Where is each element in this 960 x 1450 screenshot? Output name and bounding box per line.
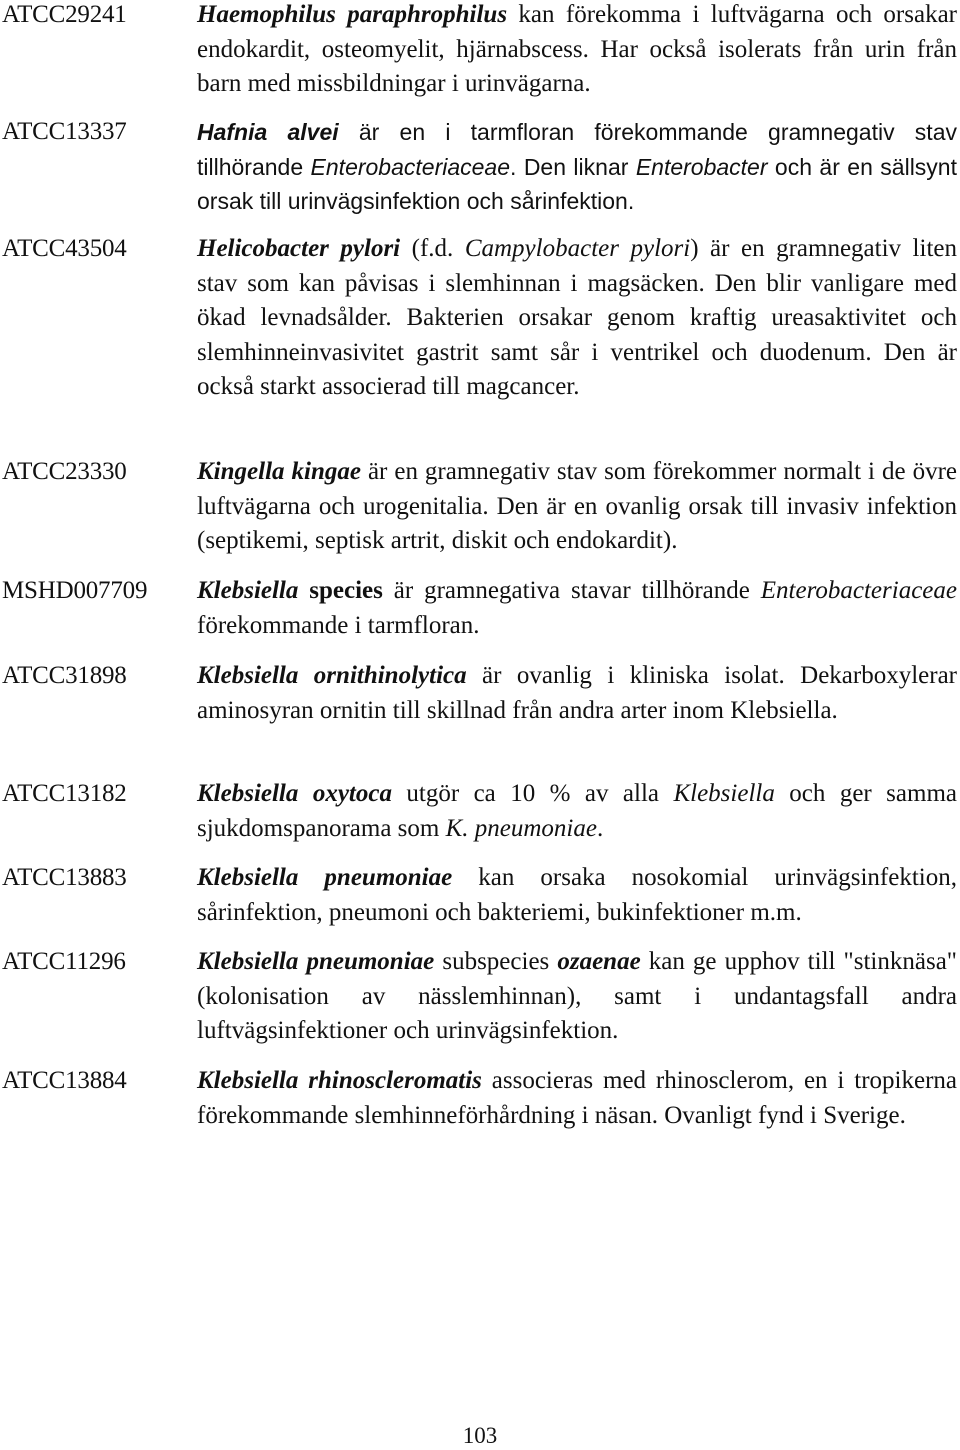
description-text: är en gramnegativ stav som förekommer normalt i de övre luftvägarna och urogenitalia. Den är en ovanlig orsak till invasiv infektion (septikemi, septisk artrit, diskit och endokardit). [197, 458, 957, 554]
entry-description [197, 777, 957, 846]
strain-code: MSHD007709 [2, 577, 148, 604]
strain-code: ATCC31898 [2, 662, 127, 689]
description-text: Enterobacteriaceae [310, 153, 511, 180]
entry-description [197, 1064, 957, 1133]
strain-code: ATCC13883 [2, 864, 127, 891]
organism-name: Klebsiella pneumoniae [197, 948, 435, 975]
description-text: associeras med rhinosclerom, en i tropikerna förekommande slemhinneförhårdning i näsan. Ovanligt fynd i Sverige. [197, 1067, 957, 1129]
entry-description [197, 232, 957, 405]
strain-code: ATCC43504 [2, 235, 127, 262]
description-text: är gramnegativa stavar tillhörande [382, 577, 761, 604]
organism-name: Haemophilus paraphrophilus [197, 1, 508, 28]
organism-name: Helicobacter pylori [197, 235, 401, 262]
description-text: och ger samma sjukdomspanorama som [197, 780, 957, 842]
organism-name: Klebsiella ornithinolytica [197, 662, 467, 689]
description-text: Enterobacter [635, 153, 768, 180]
strain-code: ATCC11296 [2, 948, 126, 975]
description-text: K. pneumoniae [445, 814, 597, 842]
entry-description [197, 574, 957, 643]
strain-code: ATCC13884 [2, 1067, 127, 1094]
description-text: utgör ca 10 % av alla [391, 780, 674, 807]
description-text: Enterobacteriaceae [760, 577, 957, 604]
organism-name: Klebsiella rhinoscleromatis [197, 1067, 482, 1094]
description-text: kan förekomma i luftvägarna och orsakar endokardit, osteomyelit, hjärnabscess. Har också isolerats från urin från barn med missbildningar i urinvägarna. [197, 1, 957, 97]
description-text: förekommande i tarmfloran. [197, 611, 480, 639]
description-text: . Den liknar [510, 153, 636, 180]
organism-name: Klebsiella oxytoca [197, 780, 392, 807]
description-text: är ovanlig i kliniska isolat. Dekarboxylerar aminosyran ornitin till skillnad från andra arter inom Klebsiella. [197, 662, 958, 724]
strain-code: ATCC23330 [2, 458, 127, 485]
description-text: subspecies [434, 948, 558, 975]
description-text: Klebsiella [673, 780, 775, 807]
strain-code: ATCC13182 [2, 780, 127, 807]
page-number: 103 [462, 1423, 498, 1448]
organism-name: Klebsiella pneumoniae [197, 864, 453, 891]
description-text: species [298, 577, 383, 604]
strain-code: ATCC13337 [2, 118, 127, 145]
description-text: Campylobacter pylori [464, 235, 691, 262]
entry-description [197, 455, 957, 559]
subspecies-name: ozaenae [557, 948, 641, 975]
description-text: kan ge upphov till "stinknäsa" (kolonisation av nässlemhinnan), samt i undantagsfall andra luftvägsinfektioner och urinvägsinfektion. [197, 948, 957, 1044]
description-text: kan orsaka nosokomial urinvägsinfektion, sårinfektion, pneumoni och bakteriemi, bukinfektioner m.m. [197, 864, 957, 926]
entry-description [197, 861, 957, 930]
entry-description [197, 0, 957, 102]
entry-description [197, 115, 957, 219]
description-text: (f.d. [400, 235, 465, 262]
entry-description [197, 659, 957, 728]
description-text: ) är en gramnegativ liten stav som kan påvisas i slemhinnan i magsäcken. Den blir vanligare med ökad levnadsålder. Bakterien orsakar genom kraftig ureasaktivitet och slemhinneinvasivitet gastrit samt sår i ventrikel och duodenum. Den är också starkt associerad till magcancer. [197, 235, 957, 400]
entry-description [197, 945, 957, 1049]
strain-code: ATCC29241 [2, 1, 127, 28]
organism-name: Kingella kingae [197, 458, 361, 485]
description-text: är en i tarmfloran förekommande gramnegativ stav tillhörande [197, 119, 957, 180]
organism-name: Hafnia alvei [197, 119, 339, 145]
description-text: och är en sällsynt orsak till urinvägsinfektion och sårinfektion. [197, 153, 957, 214]
organism-name: Klebsiella [197, 577, 299, 604]
description-text: . [596, 814, 604, 842]
